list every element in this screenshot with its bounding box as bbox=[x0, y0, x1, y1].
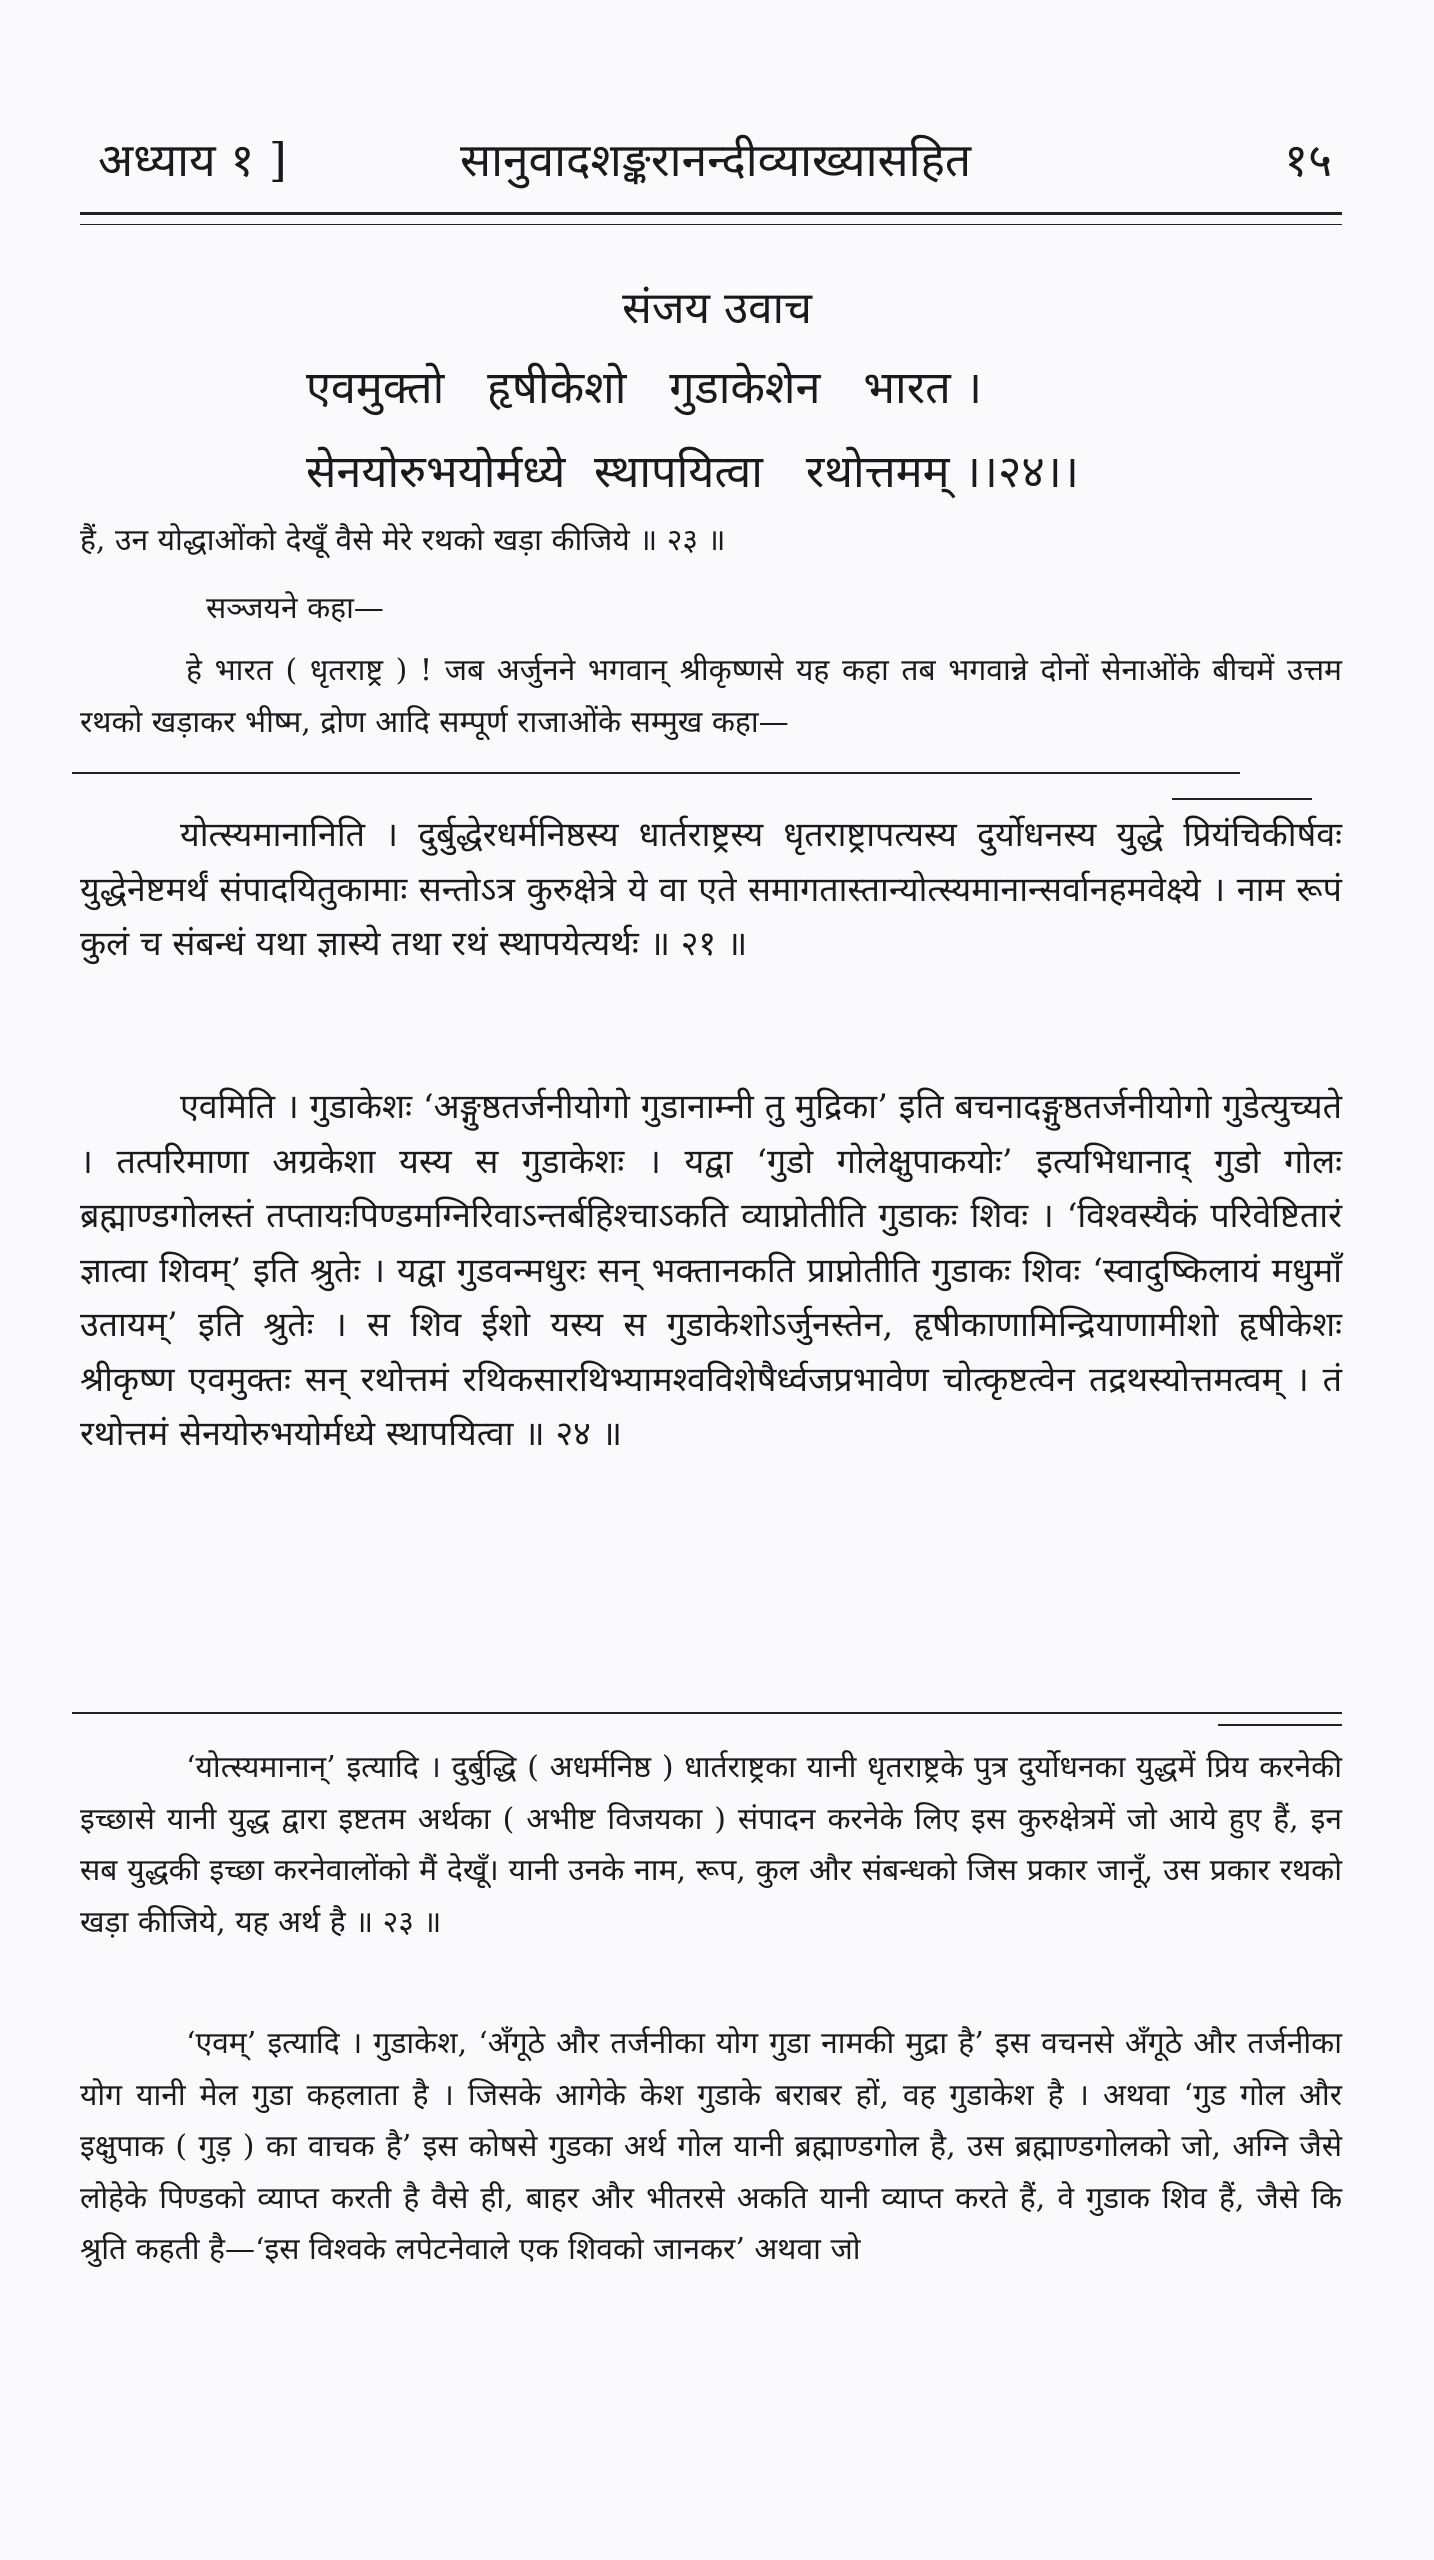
hindi-commentary-paragraph-2 bbox=[80, 2018, 1342, 2276]
header-rule-thick bbox=[80, 212, 1342, 215]
translation-speaker: सञ्जयने कहा— bbox=[206, 591, 384, 626]
translation-paragraph-text: हे भारत ( धृतराष्ट्र ) ! जब अर्जुनने भगवान् श्रीकृष्णसे यह कहा तब भगवान्ने दोनों सेनाओंके बीचमें उत्तम रथको खड़ाकर भीष्म, द्रोण आदि सम्पूर्ण राजाओंके सम्मुख कहा— bbox=[80, 653, 1342, 740]
commentary-paragraph-2 bbox=[80, 1080, 1342, 1462]
hindi-commentary-paragraph-2-text: ‘एवम्’ इत्यादि । गुडाकेश, ‘अँगूठे और तर्जनीका योग गुडा नामकी मुद्रा है’ इस वचनसे अँगूठे और तर्जनीका योग यानी मेल गुडा कहलाता है । जिसके आगेके केश गुडाके बराबर हों, वह गुडाकेश है । अथवा ‘गुड गोल और इक्षुपाक ( गुड़ ) का वाचक है’ इस कोषसे गुडका अर्थ गोल यानी ब्रह्माण्डगोल है, उस ब्रह्माण्डगोलको जो, अग्नि जैसे लोहेके पिण्डको व्याप्त करती है वैसे ही, बाहर और भीतरसे अकति यानी व्याप्त करते हैं, वे गुडाक शिव हैं, जैसे कि श्रुति कहती है—‘इस विश्वके लपेटनेवाले एक शिवको जानकर’ अथवा जो bbox=[80, 2026, 1342, 2267]
verse-speaker: संजय उवाच bbox=[622, 283, 812, 334]
section-rule-2-tail bbox=[1218, 1724, 1342, 1726]
section-rule-2 bbox=[72, 1712, 1342, 1714]
verse-line-2: सेनयोरुभयोर्मध्ये स्थापयित्वा रथोत्तमम् ।।२४।। bbox=[306, 445, 1079, 498]
hindi-commentary-paragraph-1 bbox=[80, 1742, 1342, 1948]
header-rule-thin bbox=[80, 224, 1342, 225]
page-number: १५ bbox=[1284, 133, 1332, 187]
commentary-paragraph-2-text: एवमिति । गुडाकेशः ‘अङ्गुष्ठतर्जनीयोगो गुडानाम्नी तु मुद्रिका’ इति बचनादङ्गुष्ठतर्जनीयोगो गुडेत्युच्यते । तत्परिमाणा अग्रकेशा यस्य स गुडाकेशः । यद्वा ‘गुडो गोलेक्षुपाकयोः’ इत्यभिधानाद् गुडो गोलः ब्रह्माण्डगोलस्तं तप्तायःपिण्डमग्निरिवाऽन्तर्बहिश्चाऽकति व्याप्नोतीति गुडाकः शिवः । ‘विश्वस्यैकं परिवेष्टितारं ज्ञात्वा शिवम्’ इति श्रुतेः । यद्वा गुडवन्मधुरः सन् भक्तानकति प्राप्नोतीति गुडाकः शिवः ‘स्वादुष्किलायं मधुमाँ उतायम्’ इति श्रुतेः । स शिव ईशो यस्य स गुडाकेशोऽर्जुनस्तेन, हृषीकाणामिन्द्रियाणामीशो हृषीकेशः श्रीकृष्ण एवमुक्तः सन् रथोत्तमं रथिकसारथिभ्यामश्वविशेषैर्ध्वजप्रभावेण चोत्कृष्टत्वेन तद्रथस्योत्तमत्वम् । तं रथोत्तमं सेनयोरुभयोर्मध्ये स्थापयित्वा ॥ २४ ॥ bbox=[80, 1087, 1342, 1454]
running-header bbox=[80, 128, 1342, 188]
section-rule-1 bbox=[72, 772, 1240, 774]
hindi-commentary-paragraph-1-text: ‘योत्स्यमानान्’ इत्यादि । दुर्बुद्धि ( अधर्मनिष्ठ ) धार्तराष्ट्रका यानी धृतराष्ट्रके पुत्र दुर्योधनका युद्धमें प्रिय करनेकी इच्छासे यानी युद्ध द्वारा इष्टतम अर्थका ( अभीष्ट विजयका ) संपादन करनेके लिए इस कुरुक्षेत्रमें जो आये हुए हैं, इन सब युद्धकी इच्छा करनेवालोंको मैं देखूँ। यानी उनके नाम, रूप, कुल और संबन्धको जिस प्रकार जानूँ, उस प्रकार रथको खड़ा कीजिये, यह अर्थ है ॥ २३ ॥ bbox=[80, 1750, 1342, 1940]
running-title: सानुवादशङ्करानन्दीव्याख्यासहित bbox=[460, 133, 972, 187]
section-rule-1-tail bbox=[1172, 798, 1312, 800]
translation-paragraph bbox=[80, 645, 1342, 748]
verse-line-1: एवमुक्तो हृषीकेशो गुडाकेशेन भारत । bbox=[306, 361, 983, 414]
translation-continuation: हैं, उन योद्धाओंको देखूँ वैसे मेरे रथको खड़ा कीजिये ॥ २३ ॥ bbox=[80, 523, 726, 558]
commentary-paragraph-1 bbox=[80, 808, 1342, 972]
commentary-paragraph-1-text: योत्स्यमानानिति । दुर्बुद्धेरधर्मनिष्ठस्य धार्तराष्ट्रस्य धृतराष्ट्रापत्यस्य दुर्योधनस्य युद्धे प्रियंचिकीर्षवः युद्धेनेष्टमर्थं संपादयितुकामाः सन्तोऽत्र कुरुक्षेत्रे ये वा एते समागतास्तान्योत्स्यमानान्सर्वानहमवेक्ष्ये । नाम रूपं कुलं च संबन्धं यथा ज्ञास्ये तथा रथं स्थापयेत्यर्थः ॥ २१ ॥ bbox=[80, 815, 1342, 964]
chapter-label: अध्याय १ ] bbox=[98, 133, 287, 187]
